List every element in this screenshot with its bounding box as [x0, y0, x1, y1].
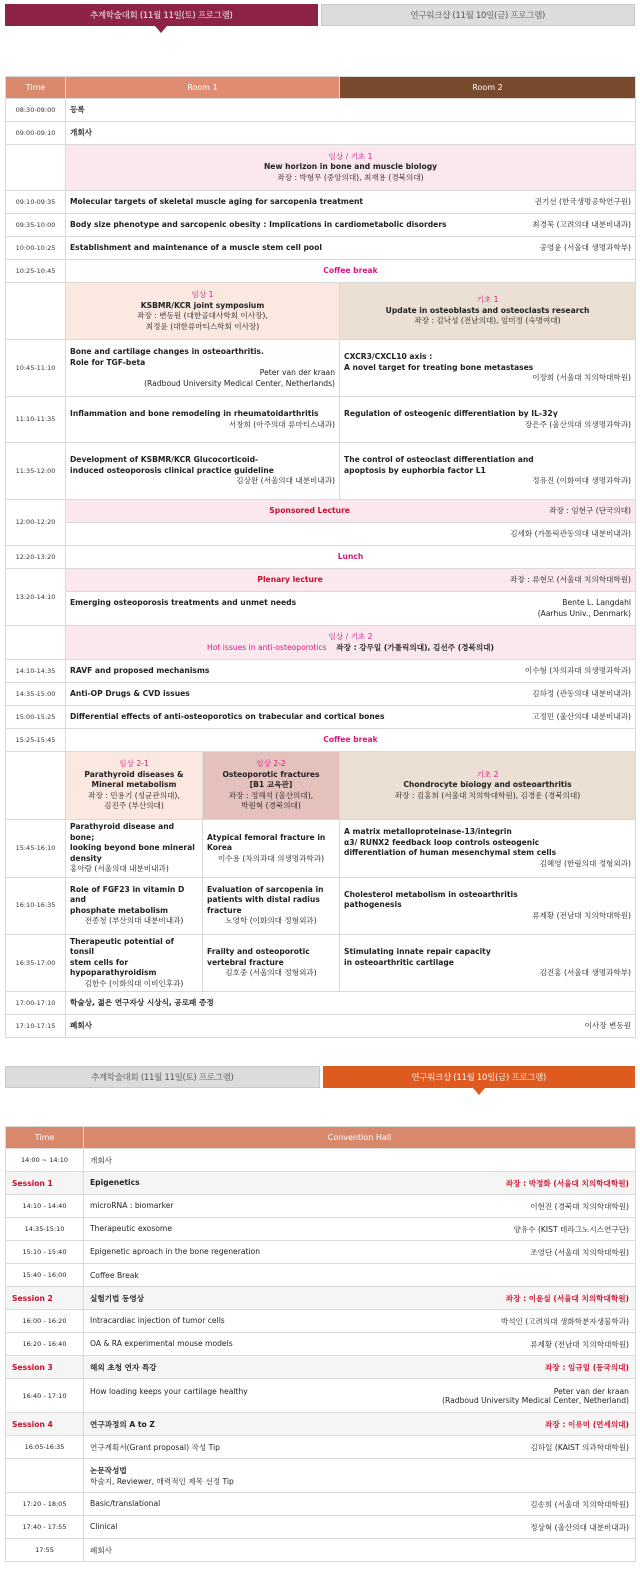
table-row: 14:35-15:00 김하정 (관동의대 내분비내과) Anti-OP Drugs & CVD issues	[6, 683, 636, 706]
table-row: 17:00-17:10 학술상, 젊은 연구자상 시상식, 공로패 증정	[6, 992, 636, 1015]
bottom-tabs	[5, 1066, 635, 1088]
table-row: 08:30-09:00 등록	[6, 99, 636, 122]
tab-research-workshop-2[interactable]: 연구워크샵 (11월 10일(금) 프로그램)	[323, 1066, 636, 1088]
table-row: 16:10-16:35 Role of FGF23 in vitamin D and phosphate metabolism 전종청 (부산의대 내분비내과) Evaluation of sarcopenia in patients with distal radius fracture 노영학 (이화의대 정형외과) Cholesterol metabolism in osteoarthritis pathogenesis 류제황 (전남대 치의학대학원)	[6, 877, 636, 934]
table-row: 14:00 ~ 14:10 개회사	[6, 1149, 636, 1172]
col-room1: Room 1	[66, 77, 340, 99]
col-time: Time	[6, 77, 66, 99]
table-row: 15:40 - 16:00 Coffee Break	[6, 1264, 636, 1287]
table-row: 17:20 - 18:05 김송희 (서울대 치의학대학원) Basic/translational	[6, 1493, 636, 1516]
table-row: 14:10 - 14:40 이현진 (경북대 치의학대학원) microRNA : biomarker	[6, 1195, 636, 1218]
workshop-schedule-table	[5, 1126, 636, 1562]
table-row: 16:35-17:00 Therapeutic potential of tonsil stem cells for hypoparathyroidism 김한수 (이화의대 이비인후과) Frailty and osteoporotic vertebral fracture 김호중 (서울의대 정형외과) Stimulating innate repair capacity in osteoarthritic cartilage 김진홍 (서울대 생명과학부)	[6, 934, 636, 992]
table-row: 09:35-10:00 최경묵 (고려의대 내분비내과) Body size phenotype and sarcopenic obesity : Implications in cardiometabolic disorders	[6, 214, 636, 237]
table-row: 16:40 - 17:10 Peter van der kraan (Radboud University Medical Center, Netherland) How loading keeps your cartilage healthy	[6, 1379, 636, 1413]
table-row: 16:20 - 16:40 류제황 (전남대 치의학대학원) OA & RA experimental mouse models	[6, 1333, 636, 1356]
session-row: Session 1 좌장 : 박정화 (서울대 치의학대학원) Epigenetics	[6, 1172, 636, 1195]
table-row: 17:55 폐회사	[6, 1539, 636, 1562]
table-row: 15:00-15:25 고정민 (울산의대 내분비내과) Differential effects of anti-osteoporotics on trabecular and cortical bones	[6, 706, 636, 729]
table-row: 10:45-11:10 Bone and cartilage changes in osteoarthritis. Role for TGF-beta Peter van der kraan (Radboud University Medical Center, Netherlands) CXCR3/CXCL10 axis : A novel target for treating bone metastases 이장희 (서울대 치의학대학원)	[6, 340, 636, 397]
tab-fall-conference[interactable]: 추계학술대회 (11월 11일(토) 프로그램)	[5, 4, 318, 26]
col-hall: Convention Hall	[84, 1127, 636, 1149]
table-row: 17:10-17:15 이사장 변동원 폐회사	[6, 1015, 636, 1038]
table-row: 11:10-11:35 Inflammation and bone remodeling in rheumatoidarthritis 서창희 (아주의대 류마티스내과) Regulation of osteogenic differentiation by IL-32γ 장은주 (울산의대 의생명과학과)	[6, 397, 636, 443]
table-row: 15:25-15:45 Coffee break	[6, 729, 636, 752]
table-row: 17:40 - 17:55 정상혁 (울산의대 내분비내과) Clinical	[6, 1516, 636, 1539]
session-header	[6, 145, 636, 191]
table-row: 12:20-13:20 Lunch	[6, 546, 636, 569]
table-row: 09:00-09:10 개회사	[6, 122, 636, 145]
table-row: 14:35-15:10 양유수 (KIST 테라그노시스연구단) Therapeutic exosome	[6, 1218, 636, 1241]
col-time: Time	[6, 1127, 84, 1149]
table-row: 15:10 - 15:40 조영단 (서울대 치의학대학원) Epigenetic aproach in the bone regeneration	[6, 1241, 636, 1264]
table-row: 09:10-09:35 권기선 (한국생명공학연구원) Molecular targets of skeletal muscle aging for sarcopenia treatment	[6, 191, 636, 214]
table-row: 12:00-12:20 좌장 : 임현구 (단국의대) Sponsored Lecture	[6, 500, 636, 523]
table-row: 11:35-12:00 Development of KSBMR/KCR Glucocorticoid- induced osteoporosis clinical practice guideline 김상완 (서울의대 내분비내과) The control of osteoclast differentiation and apoptosis by euphorbia factor L1 정유진 (이화여대 생명과학과)	[6, 443, 636, 500]
session-title: New horizon in bone and muscle biology	[263, 162, 438, 172]
session-header: 임상 / 기초 2 Hot issues in anti-osteoporotics 좌장 : 강무일 (가톨릭의대), 김선주 (경북의대)	[6, 626, 636, 660]
table-row: 14:10-14:35 이수형 (차의과대 의생명과학과) RAVF and proposed mechanisms	[6, 660, 636, 683]
session-row: Session 3 좌장 : 임규일 (동국의대) 해외 초청 연자 특강	[6, 1356, 636, 1379]
top-tabs	[5, 4, 635, 26]
table-row: 10:00-10:25 공영윤 (서울대 생명과학부) Establishment and maintenance of a muscle stem cell pool	[6, 237, 636, 260]
table-row: 10:25-10:45 Coffee break	[6, 260, 636, 283]
tab-research-workshop[interactable]: 연구워크샵 (11월 10일(금) 프로그램)	[321, 4, 636, 26]
session-chair: 좌장 : 박형무 (중앙의대), 최재용 (경북의대)	[277, 172, 424, 182]
table-row: 16:00 - 16:20 박석인 (고려의대 생화학분자생물학과) Intracardiac injection of tumor cells	[6, 1310, 636, 1333]
session-tag: 임상 / 기초 1	[328, 151, 373, 161]
table-row: 15:45-16:10 Parathyroid disease and bone; looking beyond bone mineral density 홍아람 (서울의대 내분비내과) Atypical femoral fracture in Korea 이수용 (차의과대 의생명과학과) A matrix metalloproteinase-13/integrin α3/ RUNX2 feedback loop controls osteogenic differentiation of human mesenchymal stem cells 김혜영 (한림의대 정형외과)	[6, 820, 636, 878]
table-row: 13:20-14:10 좌장 : 류현모 (서울대 치의학대학원) Plenary lecture	[6, 569, 636, 592]
table-row: 논문작성법 학술지, Reviewer, 매력적인 제목 선정 Tip	[6, 1459, 636, 1493]
session-header: 임상 1 KSBMR/KCR joint symposium 좌장 : 변동원 (대한골대사학회 이사장), 최정윤 (대한류마티스학회 이사장) 기초 1 Update in osteoblasts and osteoclasts research 좌장 : 김낙성 (전남의대), 임미정 (숙명여대)	[6, 283, 636, 340]
session-row: Session 4 좌장 : 이유미 (연세의대) 연구과정의 A to Z	[6, 1413, 636, 1436]
conference-schedule-table: Time Room 1 Room 2 08:30-09:00 등록 09:00-09:10 개회사 임상 / 기초 1 New horizon in bone and muscle biology 좌장 : 박형무 (중앙의대), 최재용 (경북의대) 09:10-09:35 권기선 (한국생명공학연구원) Molecular targets of skeletal muscle aging for sarcopenia treatment 09:35-10:00 최경묵 (고려의대 내분비내과) Body size phenotype and sarcopenic obesity : Implications in cardiometabolic disorders 10:00-10:25 공영윤 (서울대 생명과학부) Establishment and maintenance of a muscle stem cell pool 10:25-10:45 Coffee break 임상 1 KSBMR/KCR joint symposium 좌장 : 변동원 (대한골대사학회 이사장), 최정윤 (대한류마티스학회 이사장) 기초 1 Update in osteoblasts and osteoclasts research 좌장 : 김낙성 (전남의대), 임미정 (숙명여대) 10:45-11:10 Bone and cartilage changes in osteoarthritis. Role for TGF-beta Peter van der kraan (Radboud University Medical Center, Netherlands) CXCR3/CXCL10 axis : A novel target for treating bone metastases 이장희 (서울대 치의학대학원) 11:10-11:35 Inflammation and bone remodeling in rheumatoidarthritis 서창희 (아주의대 류마티스내과) Regulation of osteogenic differentiation by IL-32γ 장은주 (울산의대 의생명과학과) 11:35-12:00 Development of KSBMR/KCR Glucocorticoid- induced osteoporosis clinical practice guideline 김상완 (서울의대 내분비내과) The control of osteoclast differentiation and apoptosis by euphorbia factor L1 정유진 (이화여대 생명과학과) 12:00-12:20 좌장 : 임현구 (단국의대) Sponsored Lecture 김세화 (가톨릭관동의대 내분비내과) 12:20-13:20 Lunch 13:20-14:10 좌장 : 류현모 (서울대 치의학대학원) Plenary lecture Bente L. Langdahl (Aarhus Univ., Denmark) Emerging osteoporosis treatments and unmet needs 임상 / 기초 2 Hot issues in anti-osteoporotics 좌장 : 강무일 (가톨릭의대), 김선주 (경북의대) 14:10-14:35 이수형 (차의과대 의생명과학과) RAVF and proposed mechanisms 14:35-15:00 김하정 (관동의대 내분비내과) Anti-OP Drugs & CVD issues 15:00-15:25 고정민 (울산의대 내분비내과) Differential effects of anti-osteoporotics on trabecular and cortical bones 15:25-15:45 Coffee break 임상 2-1 Parathyroid diseases & Mineral metabolism 좌장 : 민용기 (성균관의대), 김진주 (부산의대) 임상 2-2 Osteoporotic fractures [B1 교육관] 좌장 : 정해석 (울산의대), 박원혁 (경북의대) 기초 2 Chondrocyte biology and osteoarthritis 좌장 : 김홍희 (서울대 치의학대학원), 김경운 (경북의대) 15:45-16:10 Parathyroid disease and bone; looking beyond bone mineral density 홍아람 (서울의대 내분비내과) Atypical femoral fracture in Korea 이수용 (차의과대 의생명과학과) A matrix metalloproteinase-13/integrin α3/ RUNX2 feedback loop controls osteogenic differentiation of human mesenchymal stem cells 김혜영 (한림의대 정형외과) 16:10-16:35 Role of FGF23 in vitamin D and phosphate metabolism 전종청 (부산의대 내분비내과) Evaluation of sarcopenia in patients with distal radius fracture 노영학 (이화의대 정형외과) Cholesterol metabolism in osteoarthritis pathogenesis 류제황 (전남대 치의학대학원) 16:35-17:00 Therapeutic potential of tonsil stem cells for hypoparathyroidism 김한수 (이화의대 이비인후과) Frailty and osteoporotic vertebral fracture 김호중 (서울의대 정형외과) Stimulating innate repair capacity in osteoarthritic cartilage 김진홍 (서울대 생명과학부) 17:00-17:10 학술상, 젊은 연구자상 시상식, 공로패 증정 17:10-17:15 이사장 변동원 폐회사	[5, 76, 636, 1038]
table-row: 16:05-16:35 김하일 (KAIST 의과학대학원) 연구계획서(Grant proposal) 작성 Tip	[6, 1436, 636, 1459]
session-row: Session 2 좌장 : 이윤실 (서울대 치의학대학원) 실험기법 동영상	[6, 1287, 636, 1310]
tab-fall-conference-2[interactable]: 추계학술대회 (11월 11일(토) 프로그램)	[5, 1066, 320, 1088]
col-room2: Room 2	[340, 77, 636, 99]
session-header: 임상 2-1 Parathyroid diseases & Mineral metabolism 좌장 : 민용기 (성균관의대), 김진주 (부산의대) 임상 2-2 Osteoporotic fractures [B1 교육관] 좌장 : 정해석 (울산의대), 박원혁 (경북의대) 기초 2 Chondrocyte biology and osteoarthritis 좌장 : 김홍희 (서울대 치의학대학원), 김경운 (경북의대)	[6, 752, 636, 820]
